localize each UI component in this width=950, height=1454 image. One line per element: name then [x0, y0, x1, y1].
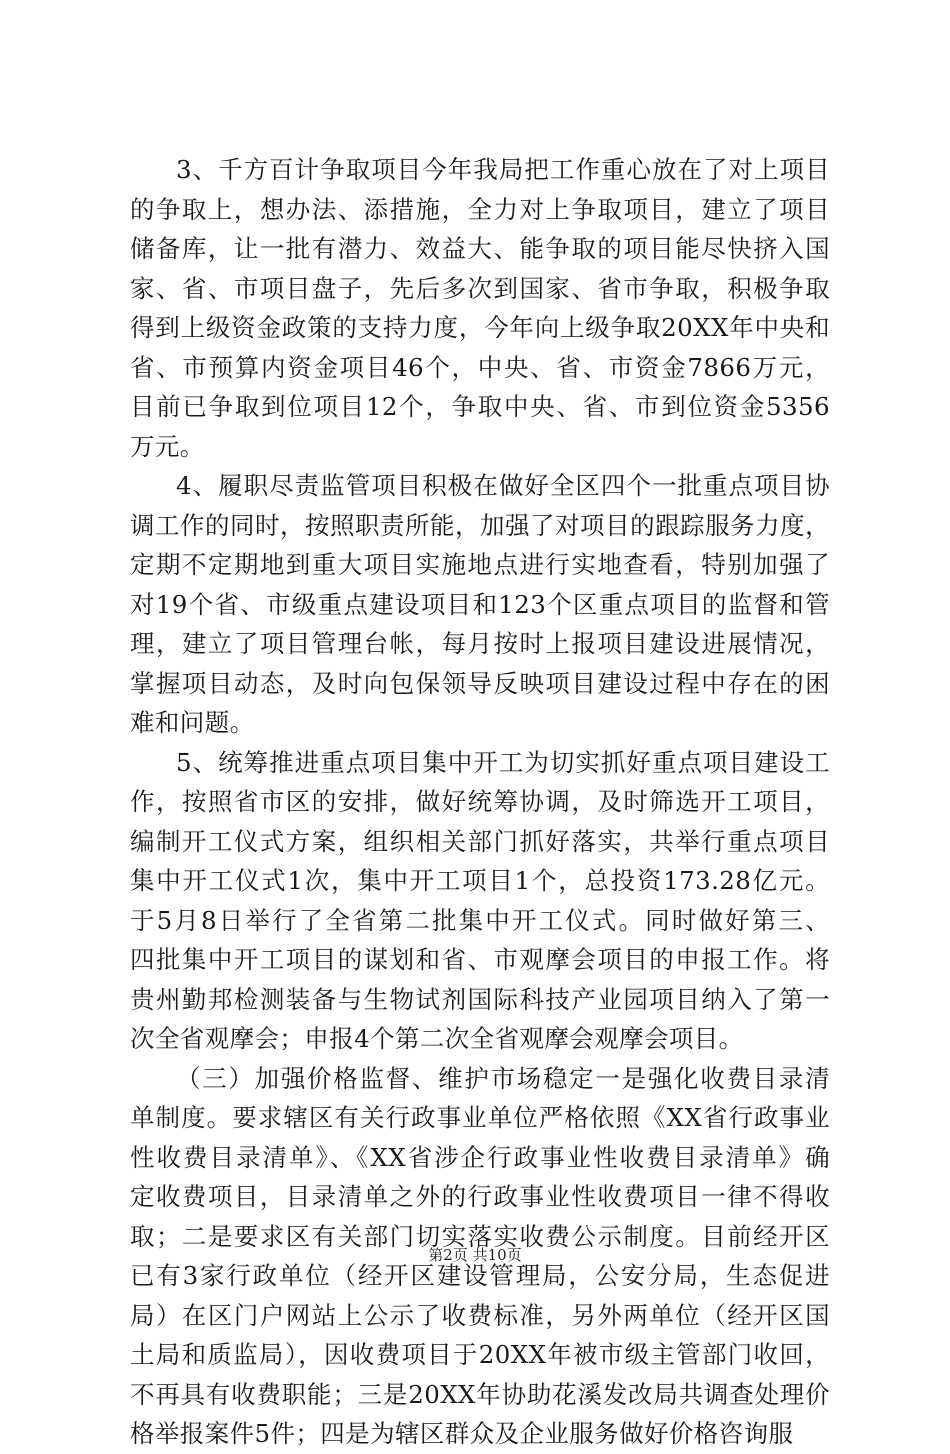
text-line: 3、千方百计争取项目今年我局把工作重心放在了对上项目	[176, 155, 830, 184]
text-line: 于5月8日举行了全省第二批集中开工仪式。同时做好第三、	[130, 905, 830, 935]
text-line: 调工作的同时，按照职责所能，加强了对项目的跟踪服务力度，	[130, 510, 830, 540]
text-line: 的争取上，想办法、添措施，全力对上争取项目，建立了项目	[130, 194, 830, 224]
text-line: 难和问题。	[130, 708, 255, 737]
text-line: （三）加强价格监督、维护市场稳定一是强化收费目录清	[176, 1063, 830, 1093]
text-line: 贵州勤邦检测装备与生物试剂国际科技产业园项目纳入了第一	[130, 984, 830, 1014]
text-line: 储备库，让一批有潜力、效益大、能争取的项目能尽快挤入国	[130, 234, 830, 263]
text-line: 理，建立了项目管理台帐，每月按时上报项目建设进展情况，	[130, 629, 830, 658]
text-line: 编制开工仪式方案，组织相关部门抓好落实，共举行重点项目	[130, 826, 830, 856]
paragraph	[130, 466, 830, 743]
text-line: 土局和质监局），因收费项目于20XX年被市级主管部门收回，	[130, 1340, 830, 1369]
text-line: 对19个省、市级重点建设项目和123个区重点项目的监督和管	[130, 589, 830, 619]
text-line: 得到上级资金政策的支持力度，今年向上级争取20XX年中央和	[130, 313, 830, 342]
text-line: 已有3家行政单位（经开区建设管理局，公安分局，生态促进	[130, 1261, 830, 1290]
text-line: 万元。	[130, 431, 205, 461]
text-line: 不再具有收费职能；三是20XX年协助花溪发改局共调查处理价	[130, 1379, 830, 1409]
paragraph	[130, 743, 830, 1059]
text-line: 单制度。要求辖区有关行政事业单位严格依照《XX省行政事业	[130, 1103, 830, 1132]
text-line: 格举报案件5件；四是为辖区群众及企业服务做好价格咨询服	[130, 1419, 794, 1448]
page-footer: 第2页 共10页	[428, 1246, 522, 1264]
text-line: 5、统筹推进重点项目集中开工为切实抓好重点项目建设工	[176, 747, 830, 777]
paragraph	[130, 150, 830, 466]
text-line: 集中开工仪式1次，集中开工项目1个，总投资173.28亿元。	[130, 866, 830, 895]
text-line: 掌握项目动态，及时向包保领导反映项目建设过程中存在的困	[130, 668, 830, 698]
text-line: 作，按照省市区的安排，做好统筹协调，及时筛选开工项目，	[130, 787, 830, 816]
text-line: 家、省、市项目盘子，先后多次到国家、省市争取，积极争取	[130, 273, 830, 303]
text-line: 定期不定期地到重大项目实施地点进行实地查看，特别加强了	[130, 550, 830, 579]
text-line: 定收费项目，目录清单之外的行政事业性收费项目一律不得收	[130, 1182, 830, 1211]
text-line: 取；二是要求区有关部门切实落实收费公示制度。目前经开区	[130, 1221, 830, 1251]
text-line: 性收费目录清单》、《XX省涉企行政事业性收费目录清单》确	[130, 1142, 830, 1172]
text-line: 4、履职尽责监管项目积极在做好全区四个一批重点项目协	[176, 471, 830, 500]
text-line: 次全省观摩会；申报4个第二次全省观摩会观摩会项目。	[130, 1024, 744, 1053]
text-line: 目前已争取到位项目12个，争取中央、省、市到位资金5356	[130, 392, 830, 421]
text-line: 局）在区门户网站上公示了收费标准，另外两单位（经开区国	[130, 1300, 830, 1330]
text-line: 四批集中开工项目的谋划和省、市观摩会项目的申报工作。将	[130, 945, 830, 974]
text-line: 省、市预算内资金项目46个，中央、省、市资金7866万元，	[130, 352, 830, 382]
